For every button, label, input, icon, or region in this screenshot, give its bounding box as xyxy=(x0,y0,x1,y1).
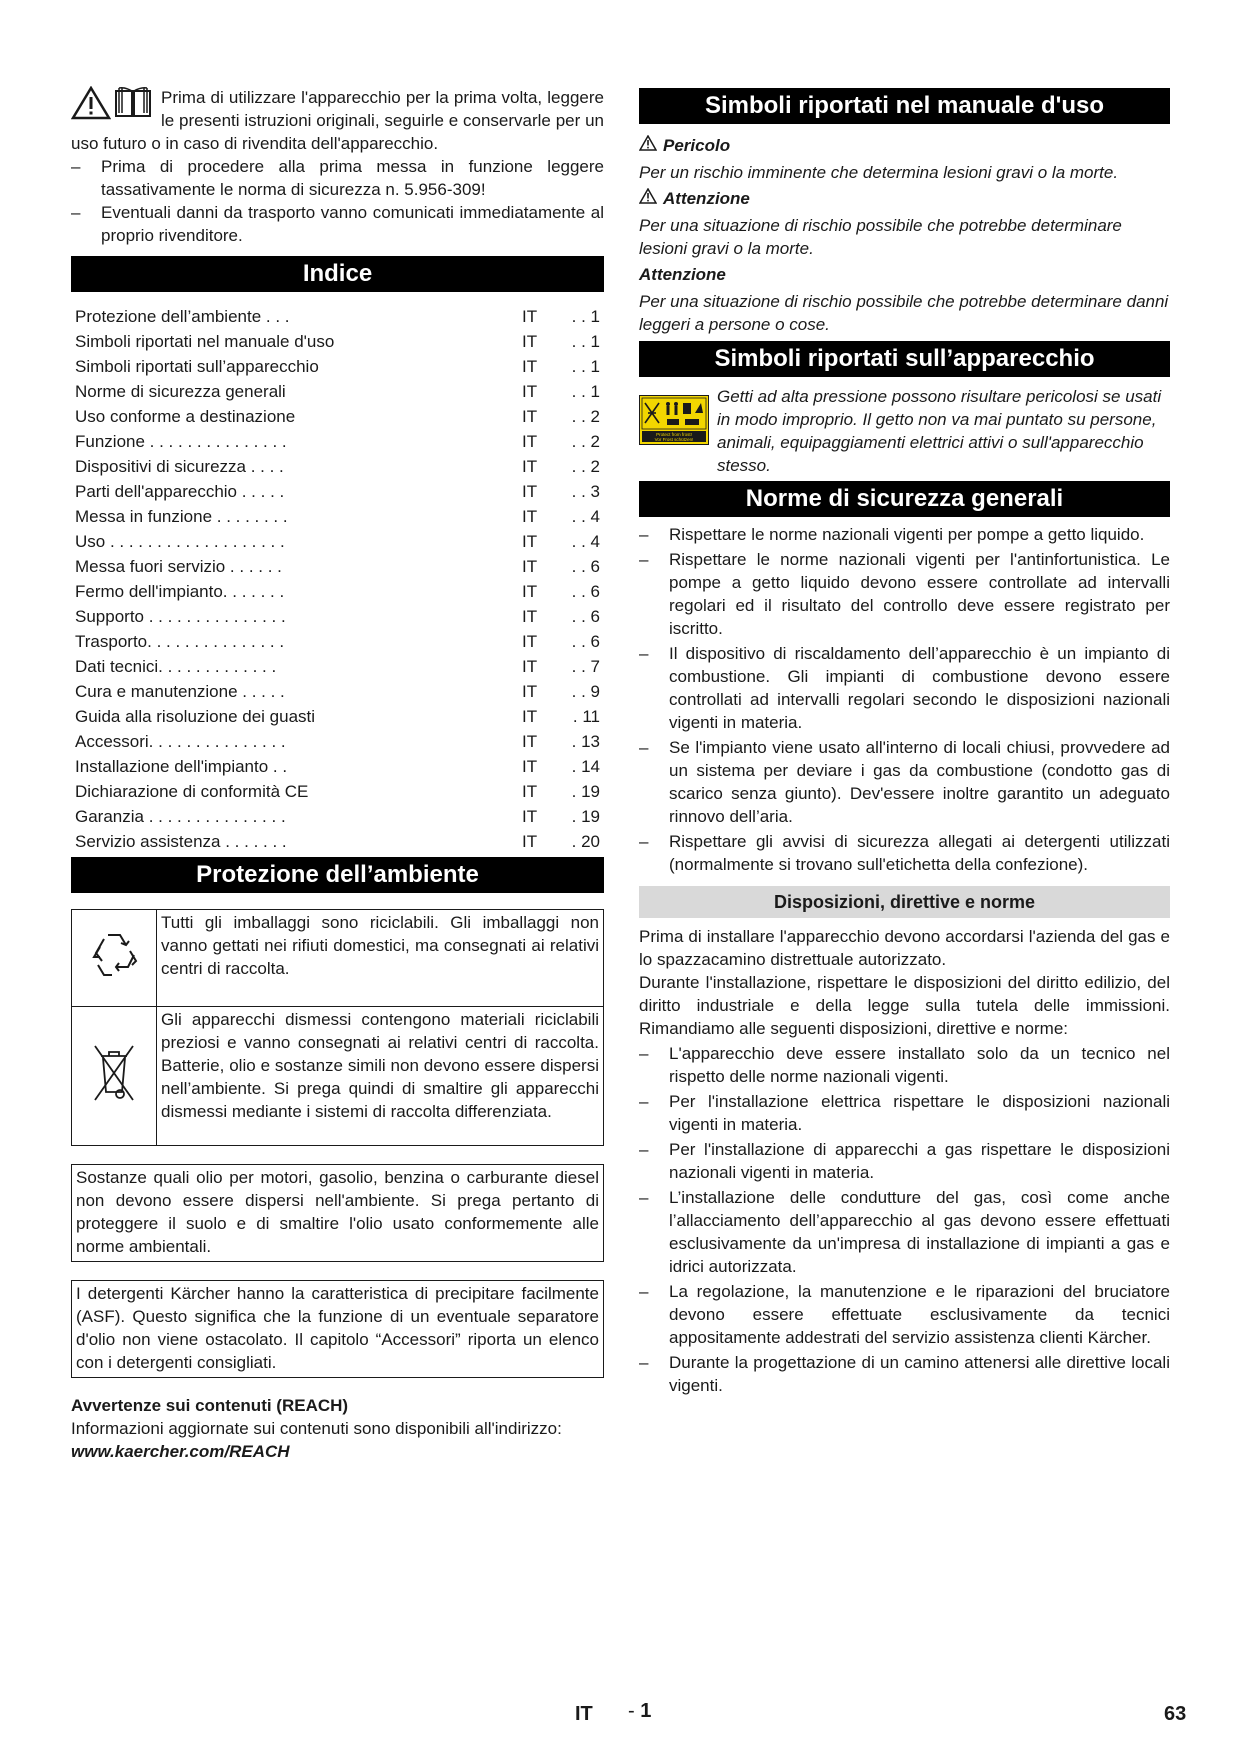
intro-list xyxy=(71,155,604,247)
reach-section xyxy=(71,1394,604,1463)
toc-title: Simboli riportati sull’apparecchio xyxy=(75,357,319,376)
toc-row[interactable] xyxy=(75,504,604,529)
table-row xyxy=(72,1007,604,1146)
toc-title: Dispositivi di sicurezza . . . . xyxy=(75,457,284,476)
toc-row[interactable] xyxy=(75,604,604,629)
toc-title: Dichiarazione di conformità CE xyxy=(75,782,309,801)
toc-language: IT xyxy=(522,732,538,751)
toc-page: . . 2 xyxy=(571,457,600,476)
list-item: – Per l'installazione elettrica rispettare le disposizioni nazionali vigenti in materia. xyxy=(639,1090,1170,1136)
toc-page: . . 6 xyxy=(571,632,600,651)
device-symbol-row xyxy=(639,385,1170,477)
symbol-text: Per una situazione di rischio possibile che potrebbe determinare lesioni gravi o la morte. xyxy=(639,216,1122,258)
toc-title: Parti dell'apparecchio . . . . . xyxy=(75,482,285,501)
toc-row[interactable] xyxy=(75,754,604,779)
recycling-icon-cell xyxy=(72,910,157,1007)
toc-language: IT xyxy=(522,582,538,601)
notice-box-detergents: I detergenti Kärcher hanno la caratteristica di precipitare facilmente (ASF). Questo significa che la funzione di un eventuale separatore d'olio non viene ostacolato. Il capitolo “Accessori” riporta un elenco con i detergenti consigliati. xyxy=(71,1280,604,1378)
toc-title: Trasporto. . . . . . . . . . . . . . . xyxy=(75,632,285,651)
toc-title: Protezione dell’ambiente . . . xyxy=(75,307,290,326)
toc-language: IT xyxy=(522,432,538,451)
toc-row[interactable] xyxy=(75,404,604,429)
toc-language: IT xyxy=(522,607,538,626)
reach-text: Informazioni aggiornate sui contenuti sono disponibili all'indirizzo: xyxy=(71,1419,562,1438)
list-item: – L'apparecchio deve essere installato solo da un tecnico nel rispetto delle norme nazionali vigenti. xyxy=(639,1042,1170,1088)
toc-title: Guida alla risoluzione dei guasti xyxy=(75,707,316,726)
toc-language: IT xyxy=(522,407,538,426)
toc-language: IT xyxy=(522,307,538,326)
toc-page: . . 6 xyxy=(571,557,600,576)
toc-title: Installazione dell'impianto . . xyxy=(75,757,288,776)
warning-triangle-icon xyxy=(639,187,657,210)
toc-row[interactable] xyxy=(75,454,604,479)
toc-row[interactable] xyxy=(75,304,604,329)
toc-title: Cura e manutenzione . . . . . xyxy=(75,682,285,701)
toc-page: . . 1 xyxy=(571,382,600,401)
symbol-item-attenzione xyxy=(639,187,1170,260)
symbol-label: Attenzione xyxy=(639,187,1170,210)
toc-page: . 19 xyxy=(571,782,600,801)
section-heading-simboli-manuale: Simboli riportati nel manuale d'uso xyxy=(639,88,1170,124)
toc-row[interactable] xyxy=(75,579,604,604)
table-cell: Gli apparecchi dismessi contengono materiali riciclabili preziosi e vanno consegnati ai relativi centri di raccolta. Batterie, olio e sostanze simili non devono essere dispersi nell’ambiente. Si prega quindi di smaltire gli apparecchi dismessi mediante i sistemi di raccolta differenziata. xyxy=(157,1007,604,1146)
toc-page: . 13 xyxy=(571,732,600,751)
list-item: – Rispettare gli avvisi di sicurezza allegati ai detergenti utilizzati (normalmente si trovano sull'etichetta della confezione). xyxy=(639,830,1170,876)
toc-row[interactable] xyxy=(75,479,604,504)
toc-row[interactable] xyxy=(75,729,604,754)
toc-language: IT xyxy=(522,782,538,801)
toc-title: Norme di sicurezza generali xyxy=(75,382,286,401)
toc-page: . . 4 xyxy=(571,532,600,551)
toc-row[interactable] xyxy=(75,354,604,379)
open-book-icon xyxy=(113,86,153,126)
toc-language: IT xyxy=(522,532,538,551)
safety-list xyxy=(639,523,1170,876)
toc-title: Garanzia . . . . . . . . . . . . . . . xyxy=(75,807,286,826)
toc-row[interactable] xyxy=(75,779,604,804)
toc-row[interactable] xyxy=(75,704,604,729)
warning-triangle-icon xyxy=(71,86,111,126)
warning-triangle-icon xyxy=(639,134,657,157)
footer-language: IT xyxy=(575,1703,593,1725)
intro xyxy=(71,86,604,247)
toc-language: IT xyxy=(522,757,538,776)
toc-title: Fermo dell'impianto. . . . . . . xyxy=(75,582,285,601)
toc-language: IT xyxy=(522,682,538,701)
toc-page: . 11 xyxy=(572,707,600,726)
toc-title: Messa fuori servizio . . . . . . xyxy=(75,557,282,576)
toc-row[interactable] xyxy=(75,554,604,579)
footer-page-number: 63 xyxy=(1164,1703,1187,1725)
toc-row[interactable] xyxy=(75,654,604,679)
toc-language: IT xyxy=(522,457,538,476)
right-column xyxy=(639,86,1170,1397)
toc-title: Servizio assistenza . . . . . . . xyxy=(75,832,287,851)
toc-page: . . 6 xyxy=(571,582,600,601)
symbol-label: Pericolo xyxy=(639,134,1170,157)
toc-language: IT xyxy=(522,657,538,676)
notice-box-oil: Sostanze quali olio per motori, gasolio, benzina o carburante diesel non devono essere dispersi nell'ambiente. Si prega pertanto di proteggere il suolo e di smaltire l'olio usato conformemente alle norme ambientali. xyxy=(71,1164,604,1262)
label-text-line1: Protect from frost! xyxy=(656,432,692,437)
list-item: – La regolazione, la manutenzione e le riparazioni del bruciatore devono essere effettuate esclusivamente da tecnici appositamente addestrati del servizio assistenza clienti Kärcher. xyxy=(639,1280,1170,1349)
toc-title: Simboli riportati nel manuale d'uso xyxy=(75,332,335,351)
toc-row[interactable] xyxy=(75,429,604,454)
toc-row[interactable] xyxy=(75,329,604,354)
table-cell: Tutti gli imballaggi sono riciclabili. Gli imballaggi non vanno gettati nei rifiuti domestici, ma consegnati ai relativi centri di raccolta. xyxy=(157,910,604,1007)
toc-row[interactable] xyxy=(75,804,604,829)
rules-list xyxy=(639,1042,1170,1397)
toc-page: . . 2 xyxy=(571,432,600,451)
sub-heading-disposizioni: Disposizioni, direttive e norme xyxy=(639,886,1170,918)
symbol-item-pericolo xyxy=(639,134,1170,184)
list-item: – Rispettare le norme nazionali vigenti per pompe a getto liquido. xyxy=(639,523,1170,546)
toc-row[interactable] xyxy=(75,379,604,404)
toc-language: IT xyxy=(522,807,538,826)
environment-table xyxy=(71,909,604,1146)
symbol-text: Per un rischio imminente che determina lesioni gravi o la morte. xyxy=(639,163,1119,182)
toc-page: . . 4 xyxy=(571,507,600,526)
toc-language: IT xyxy=(522,382,538,401)
device-symbol-text: Getti ad alta pressione possono risultare pericolosi se usati in modo improprio. Il getto non va mai puntato su persone, animali, equipaggiamenti elettrici attivi o sull'apparecchio stesso. xyxy=(717,387,1162,475)
toc-language: IT xyxy=(522,557,538,576)
symbol-label: Attenzione xyxy=(639,265,726,284)
toc-page: . 19 xyxy=(571,807,600,826)
toc-row[interactable] xyxy=(75,529,604,554)
reach-link[interactable]: www.kaercher.com/REACH xyxy=(71,1442,290,1461)
toc-row[interactable] xyxy=(75,679,604,704)
toc-page: . . 1 xyxy=(571,332,600,351)
list-item: – Il dispositivo di riscaldamento dell’apparecchio è un impianto di combustione. Gli impianti di combustione devono essere controllati ad intervalli regolari secondo le disposizioni nazionali vigenti in materia. xyxy=(639,642,1170,734)
intro-text: Prima di utilizzare l'apparecchio per la prima volta, leggere le presenti istruzioni originali, seguirle e conservarle per un uso futuro o in caso di rivendita dell'apparecchio. xyxy=(71,88,604,153)
recycling-icon xyxy=(86,968,142,987)
toc-title: Funzione . . . . . . . . . . . . . . . xyxy=(75,432,287,451)
symbol-item-attenzione-2 xyxy=(639,263,1170,336)
toc-page: . 20 xyxy=(571,832,600,851)
paragraph: Prima di installare l'apparecchio devono accordarsi l'azienda del gas e lo spazzacamino distrettuale autorizzato. xyxy=(639,927,1170,969)
toc-page: . . 1 xyxy=(571,307,600,326)
list-item: – Eventuali danni da trasporto vanno comunicati immediatamente al proprio rivenditore. xyxy=(71,201,604,247)
toc-page: . . 2 xyxy=(571,407,600,426)
table-row xyxy=(72,910,604,1007)
toc-title: Dati tecnici. . . . . . . . . . . . . xyxy=(75,657,277,676)
table-of-contents xyxy=(71,304,604,854)
section-heading-indice: Indice xyxy=(71,256,604,292)
list-item: – Se l'impianto viene usato all'interno di locali chiusi, provvedere ad un sistema per deviare i gas da combustione (condotto gas di scarico senza giunto). Dev'essere inoltre garantito un adeguato rinnovo dell’aria. xyxy=(639,736,1170,828)
list-item: – Prima di procedere alla prima messa in funzione leggere tassativamente le norma di sicurezza n. 5.956-309! xyxy=(71,155,604,201)
toc-title: Uso conforme a destinazione xyxy=(75,407,296,426)
section-heading-simboli-apparecchio: Simboli riportati sull’apparecchio xyxy=(639,341,1170,377)
list-item: – Per l'installazione di apparecchi a gas rispettare le disposizioni nazionali vigenti in materia. xyxy=(639,1138,1170,1184)
intro-icons xyxy=(71,86,157,130)
toc-page: . 14 xyxy=(571,757,600,776)
list-item: – Durante la progettazione di un camino attenersi alle direttive locali vigenti. xyxy=(639,1351,1170,1397)
toc-language: IT xyxy=(522,832,538,851)
high-pressure-warning-label-icon xyxy=(639,385,715,477)
toc-page: . . 3 xyxy=(571,482,600,501)
toc-row[interactable] xyxy=(75,829,604,854)
left-column xyxy=(71,86,604,1463)
list-item: – Rispettare le norme nazionali vigenti per l'antinfortunistica. Le pompe a getto liquido devono essere controllate ad intervalli regolari ed il risultato del controllo deve essere registrato per iscritto. xyxy=(639,548,1170,640)
toc-language: IT xyxy=(522,482,538,501)
toc-page: . . 6 xyxy=(571,607,600,626)
footer-section-number: - 1 xyxy=(628,1700,652,1722)
toc-page: . . 7 xyxy=(571,657,600,676)
toc-title: Messa in funzione . . . . . . . . xyxy=(75,507,288,526)
toc-title: Accessori. . . . . . . . . . . . . . . xyxy=(75,732,286,751)
toc-page: . . 1 xyxy=(571,357,600,376)
crossed-bin-icon xyxy=(89,1091,139,1110)
crossed-bin-icon-cell xyxy=(72,1007,157,1146)
list-item: – L’installazione delle condutture del gas, così come anche l’allacciamento dell’apparecchio al gas devono essere effettuati esclusivamente da un'impresa di installazione di impianti a gas e idrici autorizzata. xyxy=(639,1186,1170,1278)
reach-title: Avvertenze sui contenuti (REACH) xyxy=(71,1396,349,1415)
toc-language: IT xyxy=(522,632,538,651)
paragraph: Durante l'installazione, rispettare le disposizioni del diritto edilizio, del diritto industriale e della legge sulla tutela delle immissioni. Rimandiamo alle seguenti disposizioni, direttive e norme: xyxy=(639,973,1170,1038)
toc-row[interactable] xyxy=(75,629,604,654)
section-heading-ambiente: Protezione dell’ambiente xyxy=(71,857,604,893)
toc-page: . . 9 xyxy=(571,682,600,701)
toc-language: IT xyxy=(522,357,538,376)
toc-title: Supporto . . . . . . . . . . . . . . . xyxy=(75,607,286,626)
section-heading-norme-sicurezza: Norme di sicurezza generali xyxy=(639,481,1170,517)
toc-language: IT xyxy=(522,707,538,726)
toc-title: Uso . . . . . . . . . . . . . . . . . . . xyxy=(75,532,285,551)
toc-language: IT xyxy=(522,507,538,526)
toc-language: IT xyxy=(522,332,538,351)
label-text-line2: Vor Frost schützen! xyxy=(654,437,694,442)
symbol-text: Per una situazione di rischio possibile che potrebbe determinare danni leggeri a persone o cose. xyxy=(639,292,1169,334)
